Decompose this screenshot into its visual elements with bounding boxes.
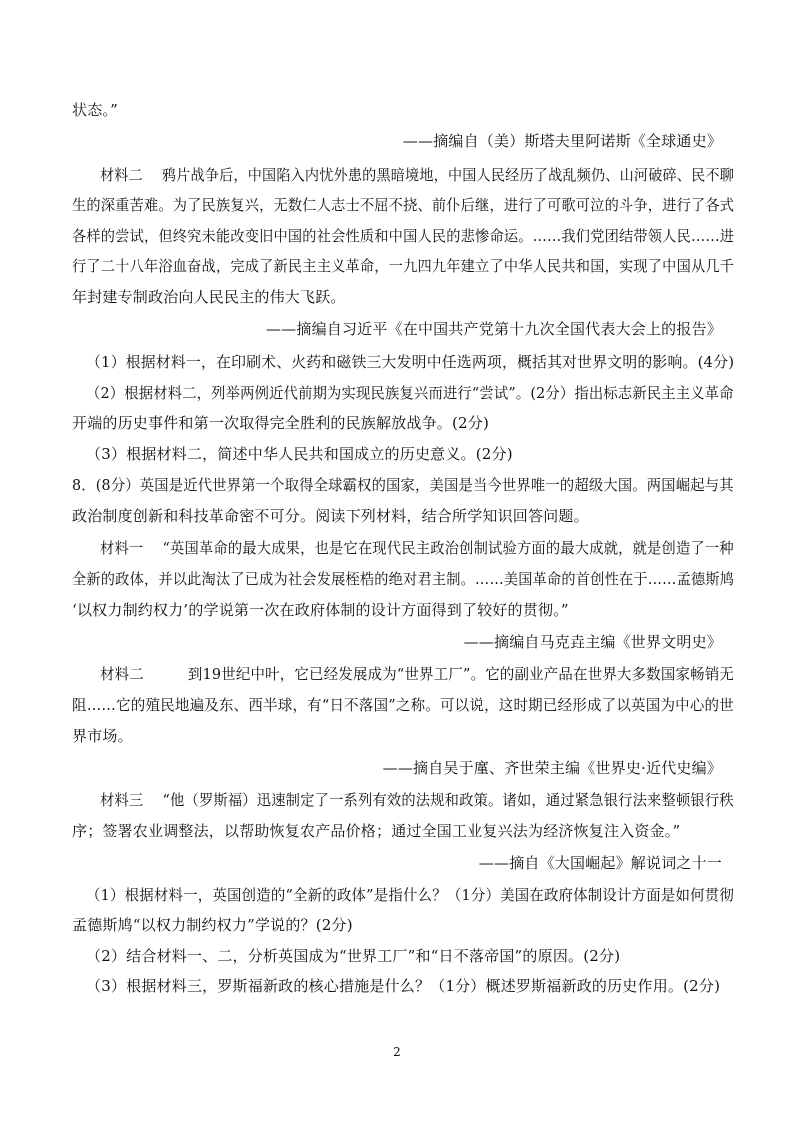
question-8-intro-line: 政治制度创新和科技革命密不可分。阅读下列材料，结合所学知识回答问题。 [72, 507, 589, 525]
material-1-line: 全新的政体，并以此淘汰了已成为社会发展桎梏的绝对君主制。……美国革命的首创性在于……孟德斯鸠 [72, 570, 735, 588]
question-8-1-line: 孟德斯鸠“以权力制约权力”学说的？(2分) [72, 916, 353, 934]
source-citation: ——摘自《大国崛起》解说词之十一 [478, 854, 722, 872]
question-8-intro-line: 8．(8分）英国是近代世界第一个取得全球霸权的国家，美国是当今世界唯一的超级大国。两国崛起与其 [72, 476, 734, 494]
material-2-line: 年封建专制政治向人民民主的伟大飞跃。 [72, 288, 346, 306]
material-1-line: 材料一 “英国革命的最大成果，也是它在现代民主政治创制试验方面的最大成就，就是创造了一种 [100, 539, 734, 557]
question-8-2: （2）结合材料一、二，分析英国成为“世界工厂”和“日不落帝国”的原因。(2分) [86, 947, 621, 965]
question-2-line: （2）根据材料二，列举两例近代前期为实现民族复兴而进行“尝试”。(2分）指出标志新民主主义革命 [86, 384, 734, 402]
material-2-line: 材料二 鸦片战争后，中国陷入内忧外患的黑暗境地，中国人民经历了战乱频仍、山河破碎、民不聊 [100, 166, 735, 184]
material-2-line: 各样的尝试，但终究未能改变旧中国的社会性质和中国人民的悲惨命运。……我们党团结带领人民……进 [72, 227, 735, 245]
material-3-line: 序；签署农业调整法，以帮助恢复农产品价格；通过全国工业复兴法为经济恢复注入资金。” [72, 822, 681, 840]
material-2-line: 界市场。 [72, 727, 133, 745]
material-2-line: 材料二 到19世纪中叶，它已经发展成为“世界工厂”。它的副业产品在世界大多数国家畅销无 [100, 665, 735, 683]
source-citation: ——摘编自马克垚主编《世界文明史》 [463, 633, 722, 651]
material-1-line: ‘以权力制约权力’的学说第一次在政府体制的设计方面得到了较好的贯彻。” [72, 601, 569, 619]
material-2-line: 行了二十八年浴血奋战，完成了新民主主义革命，一九四九年建立了中华人民共和国，实现了中国从几千 [72, 257, 735, 275]
material-3-line: 材料三 “他（罗斯福）迅速制定了一系列有效的法规和政策。诸如，通过紧急银行法来整顿银行秩 [100, 791, 734, 809]
page-number: 2 [393, 1045, 401, 1059]
question-3: （3）根据材料二，简述中华人民共和国成立的历史意义。(2分) [86, 445, 513, 463]
material-2-line: 生的深重苦难。为了民族复兴，无数仁人志士不屈不挠、前仆后继，进行了可歌可泣的斗争，进行了各式 [72, 196, 735, 214]
continuation-text: 状态。” [72, 101, 118, 119]
source-citation: ——摘编自（美）斯塔夫里阿诺斯《全球通史》 [402, 132, 722, 150]
question-8-1-line: （1）根据材料一，英国创造的“全新的政体”是指什么？（1分）美国在政府体制设计方面是如何贯彻 [86, 886, 735, 904]
source-citation: ——摘自吴于廑、齐世荣主编《世界史·近代史编》 [382, 759, 722, 777]
material-2-line: 阻……它的殖民地遍及东、西半球，有“日不落国”之称。可以说，这时期已经形成了以英国为中心的世 [72, 696, 734, 714]
source-citation: ——摘编自习近平《在中国共产党第十九次全国代表大会上的报告》 [265, 320, 722, 338]
question-8-3: （3）根据材料三，罗斯福新政的核心措施是什么？（1分）概述罗斯福新政的历史作用。(2分) [86, 977, 721, 995]
question-1: （1）根据材料一，在印刷术、火药和磁铁三大发明中任选两项，概括其对世界文明的影响。(4分) [86, 353, 735, 371]
question-2-line: 开端的历史事件和第一次取得完全胜利的民族解放战争。(2分) [72, 414, 490, 432]
